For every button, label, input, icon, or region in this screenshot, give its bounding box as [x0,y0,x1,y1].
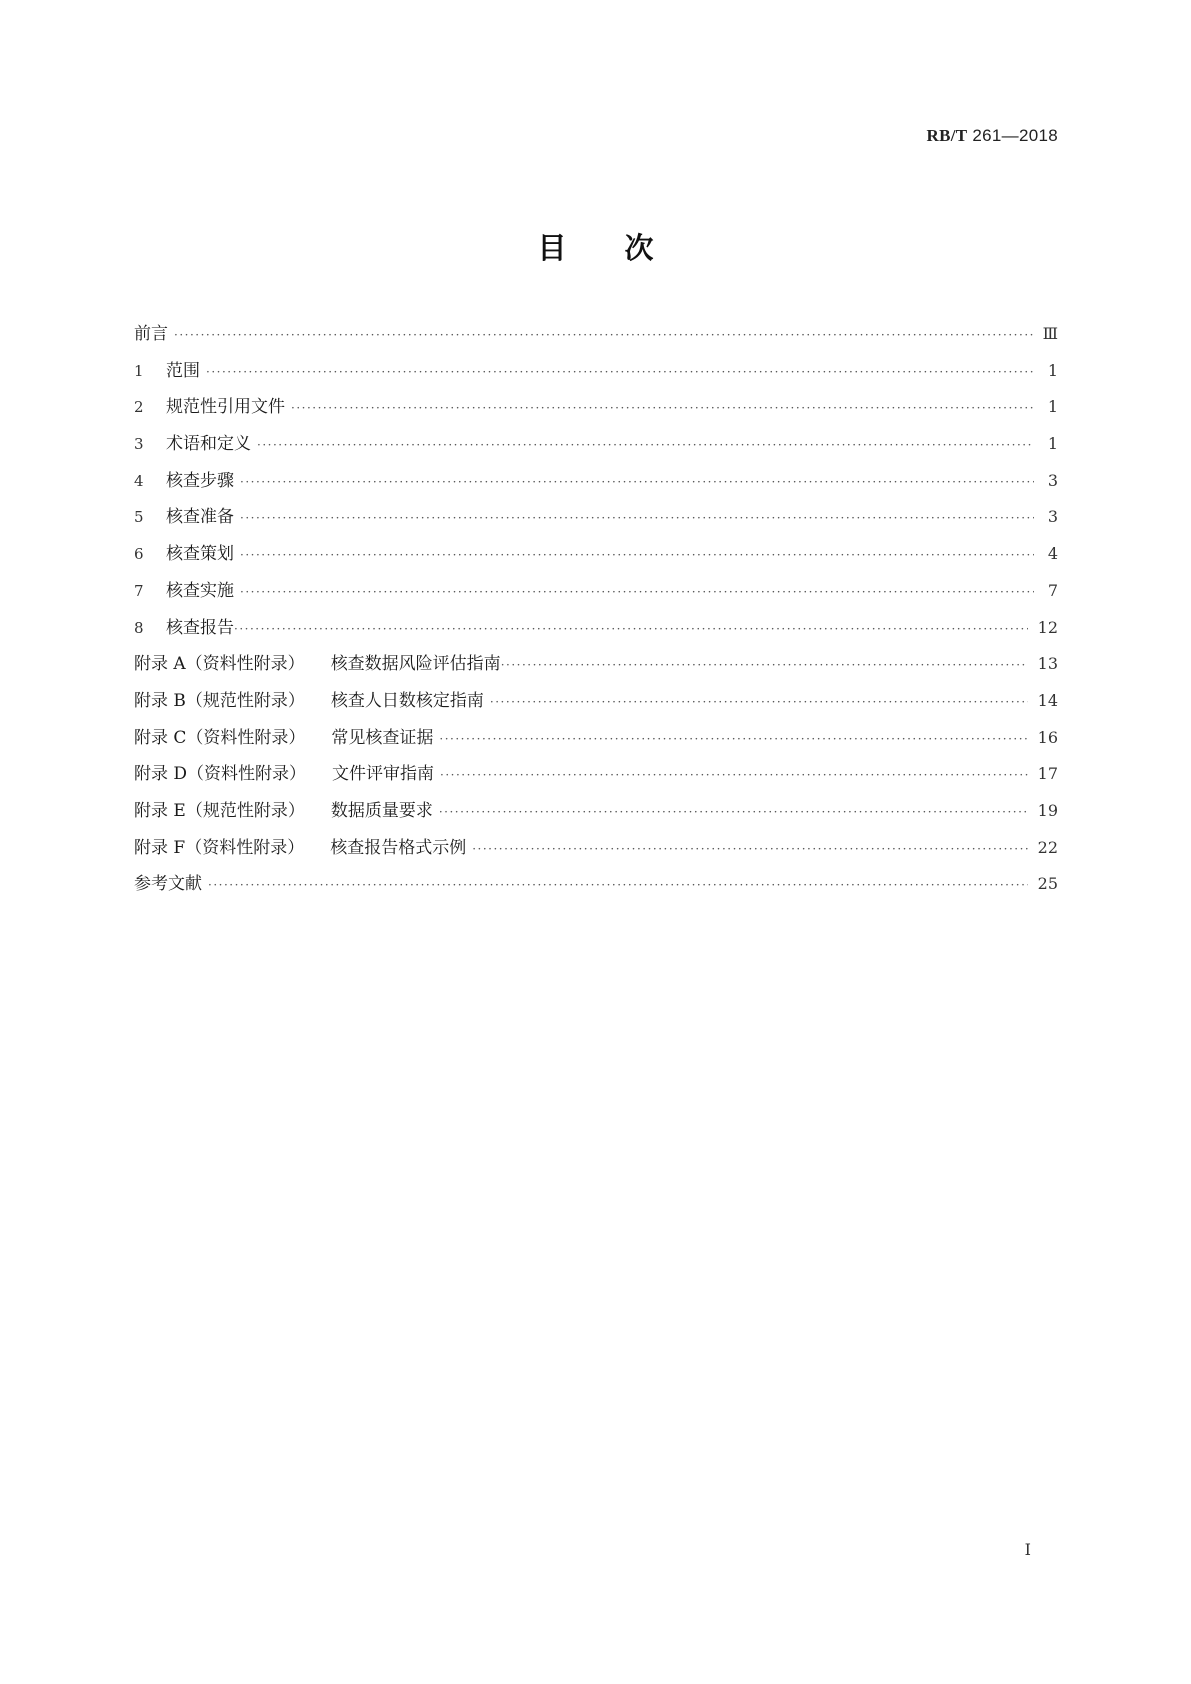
toc-entry-page: 13 [1037,654,1058,674]
toc-entry-annex-a[interactable] [134,652,1058,689]
toc-dot-leader [240,580,1034,604]
toc-entry-page: 1 [1047,360,1058,380]
toc-dot-leader [257,433,1034,457]
toc-entry-page: 12 [1037,617,1058,637]
toc-dot-leader [240,506,1034,530]
toc-entry-label: 4 核查步骤 [134,470,234,491]
toc-entry-annex-e[interactable] [134,799,1058,836]
toc-entry-page: 19 [1037,800,1058,820]
toc-entry-page: Ⅲ [1042,324,1058,343]
toc-entry-page: 16 [1037,727,1058,747]
toc-dot-leader [240,543,1034,567]
toc-entry-label: 8 核查报告 [134,617,234,638]
toc-entry-label: 附录 A（资料性附录） 核查数据风险评估指南 [134,654,501,675]
toc-entry-annex-c[interactable] [134,726,1058,763]
toc-dot-leader [206,360,1034,384]
toc-dot-leader [501,653,1028,677]
toc-entry-6[interactable] [134,542,1058,579]
toc-entry-annex-f[interactable] [134,836,1058,873]
toc-entry-5[interactable] [134,505,1058,542]
toc-dot-leader [234,617,1028,641]
toc-entry-page: 22 [1037,837,1058,857]
toc-entry-label: 附录 B（规范性附录） 核查人日数核定指南 [134,690,484,711]
toc-dot-leader [291,396,1034,420]
toc-dot-leader [490,690,1028,714]
toc-entry-page: 25 [1037,874,1058,894]
page-number: I [1024,1540,1031,1559]
standard-code [927,126,1059,146]
table-of-contents [134,322,1058,909]
toc-entry-page: 4 [1047,544,1058,564]
toc-entry-2[interactable] [134,395,1058,432]
toc-entry-foreword[interactable] [134,322,1058,359]
toc-entry-label: 6 核查策划 [134,544,234,565]
standard-code-number: 261—2018 [967,126,1058,145]
page-title: 目次 [537,231,712,265]
toc-entry-8[interactable] [134,616,1058,653]
toc-dot-leader [174,323,1033,347]
toc-entry-label: 5 核查准备 [134,507,234,528]
toc-entry-page: 1 [1047,397,1058,417]
toc-entry-label: 附录 C（资料性附录） 常见核查证据 [134,727,434,748]
toc-entry-label: 参考文献 [134,874,202,895]
toc-entry-page: 1 [1047,434,1058,454]
toc-dot-leader [240,470,1034,494]
toc-entry-label: 附录 D（资料性附录） 文件评审指南 [134,764,435,785]
toc-entry-label: 附录 E（规范性附录） 数据质量要求 [134,800,433,821]
toc-entry-page: 7 [1047,580,1058,600]
toc-entry-label: 1 范围 [134,360,200,381]
toc-entry-7[interactable] [134,579,1058,616]
toc-entry-4[interactable] [134,469,1058,506]
toc-entry-label: 附录 F（资料性附录） 核查报告格式示例 [134,837,467,858]
toc-entry-page: 14 [1037,690,1058,710]
toc-entry-label: 7 核查实施 [134,580,234,601]
toc-dot-leader [439,800,1028,824]
toc-dot-leader [439,727,1027,751]
toc-dot-leader [440,763,1028,787]
toc-dot-leader [208,873,1028,897]
toc-entry-1[interactable] [134,359,1058,396]
toc-entry-bibliography[interactable] [134,872,1058,909]
toc-entry-annex-d[interactable] [134,762,1058,799]
toc-entry-label: 前言 [134,324,168,344]
standard-code-prefix: RB/T [926,126,968,145]
toc-entry-page: 17 [1037,764,1058,784]
toc-entry-3[interactable] [134,432,1058,469]
toc-entry-annex-b[interactable] [134,689,1058,726]
toc-entry-page: 3 [1047,470,1058,490]
toc-entry-label: 3 术语和定义 [134,434,251,455]
toc-entry-page: 3 [1047,507,1058,527]
toc-dot-leader [472,837,1027,861]
toc-entry-label: 2 规范性引用文件 [134,397,285,418]
